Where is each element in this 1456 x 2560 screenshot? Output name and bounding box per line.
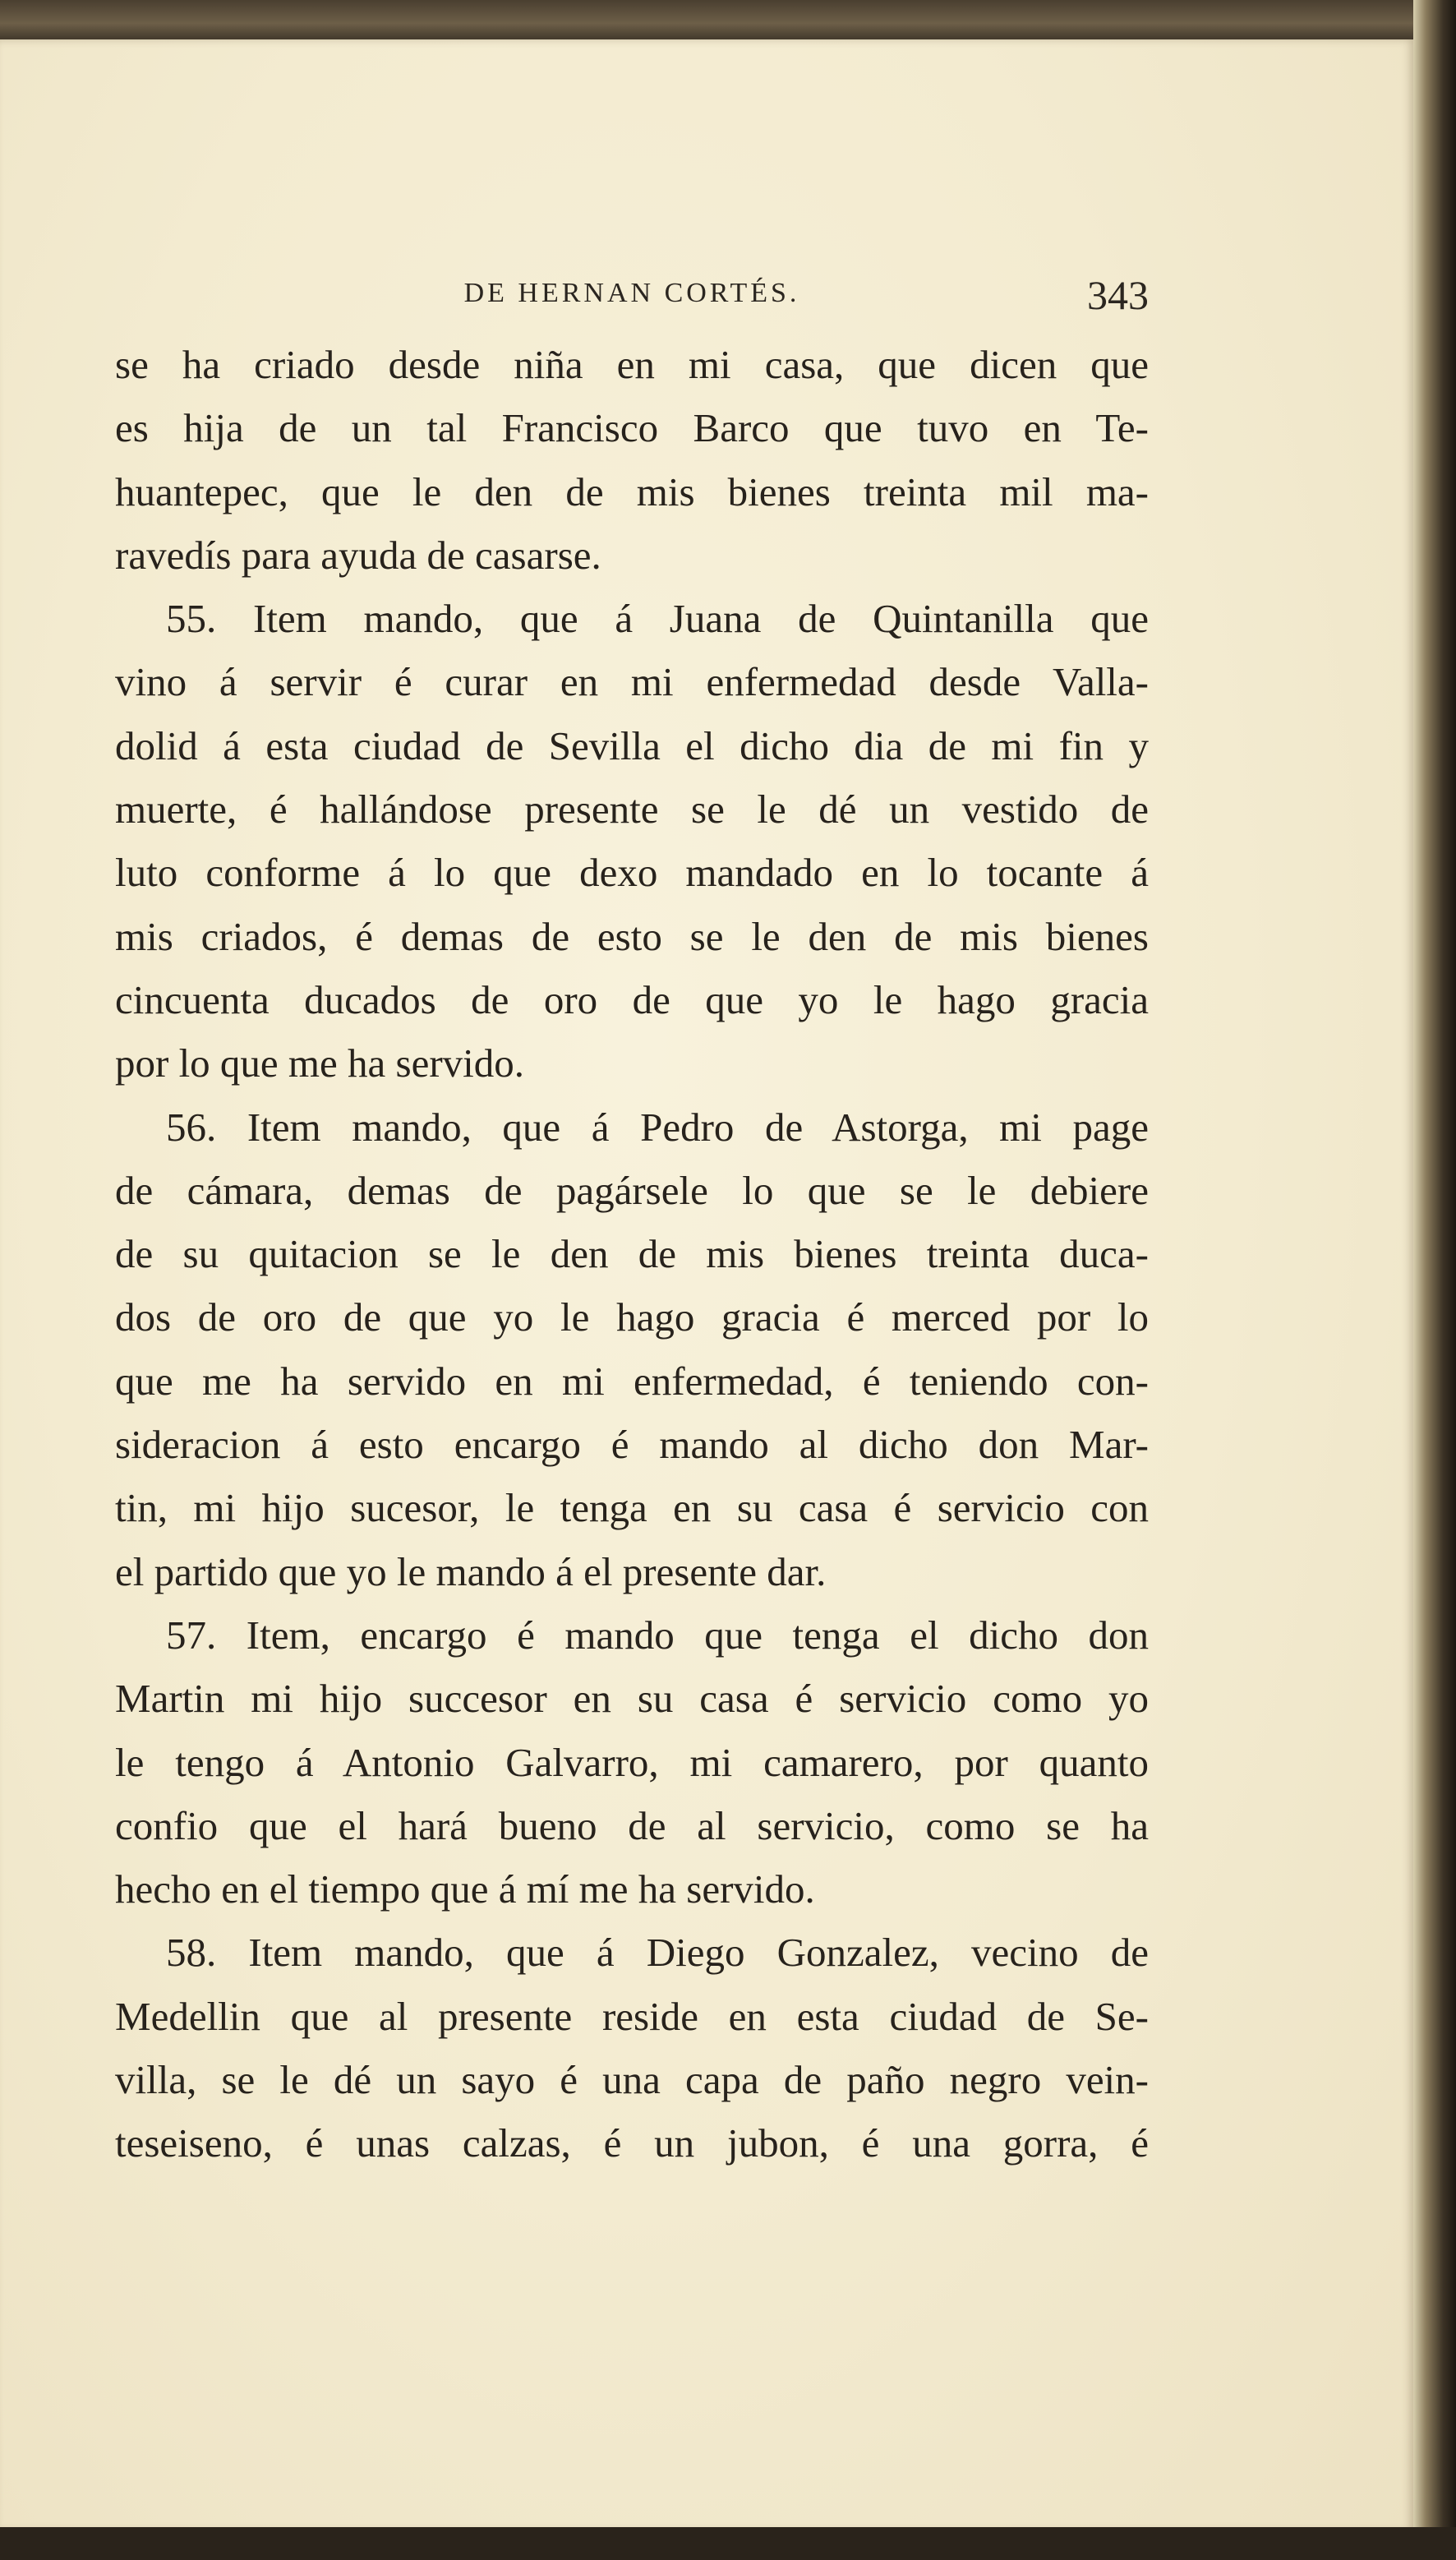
text-line: se ha criado desde niña en mi casa, que dicen que — [115, 342, 1149, 387]
text-line: villa, se le dé un sayo é una capa de paño negro vein- — [115, 2057, 1149, 2103]
page-number: 343 — [1087, 272, 1149, 318]
text-line: teseiseno, é unas calzas, é un jubon, é una gorra, é — [115, 2120, 1149, 2166]
text-line: mis criados, é demas de esto se le den de mis bienes — [115, 913, 1149, 959]
page-header — [115, 271, 1149, 329]
text-line: que me ha servido en mi enfermedad, é teniendo con- — [115, 1358, 1149, 1404]
text-line: Medellin que al presente reside en esta ciudad de Se- — [115, 1993, 1149, 2039]
text-line: cincuenta ducados de oro de que yo le hago gracia — [115, 976, 1149, 1022]
body-text — [115, 333, 1149, 2175]
text-line: luto conforme á lo que dexo mandado en lo tocante á — [115, 850, 1149, 896]
text-line: tin, mi hijo sucesor, le tenga en su casa é servicio con — [115, 1485, 1149, 1531]
text-line: es hija de un tal Francisco Barco que tuvo en Te- — [115, 405, 1149, 451]
text-line: dolid á esta ciudad de Sevilla el dicho dia de mi fin y — [115, 722, 1149, 768]
running-title: DE HERNAN CORTÉS. — [463, 278, 800, 308]
text-line: confio que el hará bueno de al servicio, como se ha — [115, 1802, 1149, 1848]
text-line: hecho en el tiempo que á mí me ha servido. — [115, 1866, 815, 1912]
text-line: de cámara, demas de pagársele lo que se le debiere — [115, 1167, 1149, 1213]
text-line: por lo que me ha servido. — [115, 1040, 525, 1086]
text-line: dos de oro de que yo le hago gracia é merced por lo — [115, 1294, 1149, 1340]
text-line: le tengo á Antonio Galvarro, mi camarero, por quanto — [115, 1739, 1149, 1785]
text-line: 57. Item, encargo é mando que tenga el dicho don — [166, 1612, 1149, 1658]
text-line: muerte, é hallándose presente se le dé un vestido de — [115, 786, 1149, 833]
text-line: sideracion á esto encargo é mando al dicho don Mar- — [115, 1422, 1149, 1468]
text-line: 56. Item mando, que á Pedro de Astorga, mi page — [166, 1104, 1149, 1150]
text-line: huantepec, que le den de mis bienes treinta mil ma- — [115, 468, 1149, 514]
text-line: ravedís para ayuda de casarse. — [115, 532, 601, 578]
book-spine-edge — [1413, 0, 1456, 2560]
text-line: 58. Item mando, que á Diego Gonzalez, vecino de — [166, 1930, 1149, 1976]
text-line: 55. Item mando, que á Juana de Quintanilla que — [166, 596, 1149, 642]
text-line: el partido que yo le mando á el presente dar. — [115, 1548, 827, 1594]
text-line: de su quitacion se le den de mis bienes treinta duca- — [115, 1231, 1149, 1277]
book-bottom-edge — [0, 2527, 1456, 2560]
book-top-edge — [0, 0, 1456, 43]
text-line: Martin mi hijo succesor en su casa é servicio como yo — [115, 1676, 1149, 1722]
text-line: vino á servir é curar en mi enfermedad desde Valla- — [115, 659, 1149, 705]
